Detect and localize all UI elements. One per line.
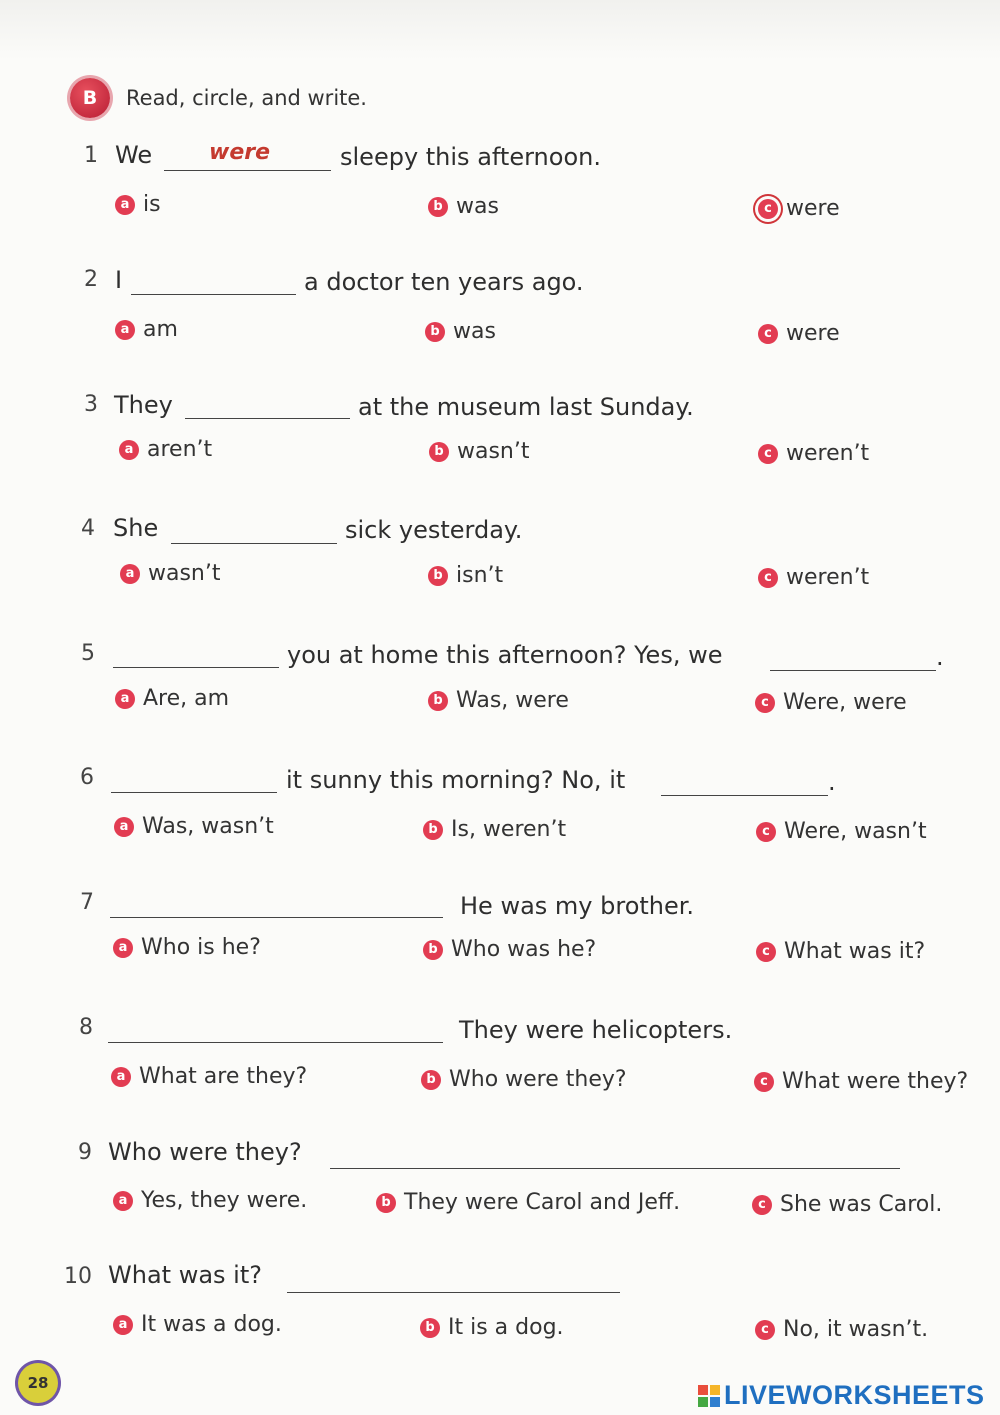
option-text: It was a dog. xyxy=(141,1312,282,1337)
question-stem-start: What was it? xyxy=(108,1261,262,1289)
answer-blank[interactable] xyxy=(111,792,277,793)
option-letter-badge: a xyxy=(119,440,139,460)
question-stem-end: sleepy this afternoon. xyxy=(340,143,601,171)
option-c[interactable] xyxy=(758,321,840,346)
question-number: 4 xyxy=(81,516,95,541)
option-letter-badge: a xyxy=(111,1067,131,1087)
option-letter-badge: b xyxy=(423,940,443,960)
option-a[interactable] xyxy=(111,1064,307,1089)
option-letter-badge: b xyxy=(428,197,448,217)
question-stem-end: a doctor ten years ago. xyxy=(304,268,584,296)
question-stem-end: sick yesterday. xyxy=(345,516,523,544)
option-letter-badge: a xyxy=(114,817,134,837)
question-stem-middle: it sunny this morning? No, it xyxy=(286,766,626,794)
option-letter-badge: a xyxy=(113,938,133,958)
option-text: Yes, they were. xyxy=(141,1188,308,1213)
option-b[interactable] xyxy=(376,1190,680,1215)
option-text: am xyxy=(143,317,178,342)
answer-blank-2[interactable] xyxy=(770,670,936,671)
option-a[interactable] xyxy=(114,814,274,839)
option-text: Who was he? xyxy=(451,937,597,962)
logo-square-icon xyxy=(698,1385,708,1395)
logo-square-icon xyxy=(710,1385,720,1395)
option-text: wasn’t xyxy=(148,561,221,586)
option-a[interactable] xyxy=(119,437,212,462)
option-letter-badge: c xyxy=(756,942,776,962)
option-text: aren’t xyxy=(147,437,213,462)
option-b[interactable] xyxy=(428,563,503,588)
option-letter-badge: a xyxy=(115,195,135,215)
option-b[interactable] xyxy=(428,194,499,219)
answer-blank[interactable] xyxy=(185,418,350,419)
option-c[interactable] xyxy=(752,1192,942,1217)
option-text: Was, wasn’t xyxy=(142,814,274,839)
option-text: Are, am xyxy=(143,686,230,711)
option-a[interactable] xyxy=(115,686,229,711)
option-text: They were Carol and Jeff. xyxy=(404,1190,681,1215)
option-c[interactable] xyxy=(758,441,869,466)
option-text: was xyxy=(456,194,499,219)
option-a[interactable] xyxy=(113,1312,282,1337)
option-letter-badge: c xyxy=(758,568,778,588)
option-a[interactable] xyxy=(115,192,161,217)
question-number: 9 xyxy=(78,1140,92,1165)
option-letter-badge: c xyxy=(756,822,776,842)
question-stem-end: He was my brother. xyxy=(460,892,695,920)
option-text: wasn’t xyxy=(457,439,530,464)
option-c-selected[interactable] xyxy=(758,196,840,221)
option-text: Was, were xyxy=(456,688,569,713)
answer-blank-2[interactable] xyxy=(661,795,828,796)
option-b[interactable] xyxy=(429,439,530,464)
option-c[interactable] xyxy=(756,819,927,844)
option-letter-badge: c xyxy=(758,324,778,344)
question-number: 10 xyxy=(64,1264,92,1289)
filled-answer: were xyxy=(209,140,271,165)
option-text: Who is he? xyxy=(141,935,261,960)
option-c[interactable] xyxy=(756,939,925,964)
liveworksheets-logo xyxy=(698,1380,985,1411)
option-letter-badge: c xyxy=(754,1072,774,1092)
answer-blank[interactable] xyxy=(330,1168,900,1169)
answer-blank[interactable] xyxy=(110,917,443,918)
answer-blank[interactable] xyxy=(287,1292,620,1293)
answer-blank[interactable] xyxy=(164,170,331,171)
option-letter-badge: b xyxy=(428,566,448,586)
option-letter-badge: a xyxy=(120,564,140,584)
option-a[interactable] xyxy=(120,561,221,586)
option-letter-badge: a xyxy=(115,689,135,709)
option-text: What are they? xyxy=(139,1064,308,1089)
section-badge: B xyxy=(70,78,110,118)
option-text: were xyxy=(786,196,840,221)
option-letter-badge: c xyxy=(755,1320,775,1340)
option-letter-badge-circled: c xyxy=(758,199,778,219)
answer-blank[interactable] xyxy=(113,667,279,668)
option-letter-badge: a xyxy=(113,1315,133,1335)
option-letter-badge: c xyxy=(755,693,775,713)
option-b[interactable] xyxy=(420,1315,564,1340)
option-text: It is a dog. xyxy=(448,1315,564,1340)
question-number: 3 xyxy=(84,392,98,417)
option-text: Were, were xyxy=(783,690,907,715)
option-text: were xyxy=(786,321,840,346)
option-b[interactable] xyxy=(428,688,569,713)
question-stem-end: . xyxy=(828,768,836,796)
option-letter-badge: c xyxy=(758,444,778,464)
question-stem-start: I xyxy=(115,266,123,294)
option-text: Who were they? xyxy=(449,1067,627,1092)
option-b[interactable] xyxy=(421,1067,627,1092)
option-letter-badge: b xyxy=(421,1070,441,1090)
question-number: 7 xyxy=(80,890,94,915)
logo-square-icon xyxy=(698,1397,708,1407)
option-c[interactable] xyxy=(755,1317,928,1342)
section-header xyxy=(70,78,367,118)
option-a[interactable] xyxy=(113,935,261,960)
option-letter-badge: a xyxy=(115,320,135,340)
option-c[interactable] xyxy=(754,1069,968,1094)
question-stem-middle: you at home this afternoon? Yes, we xyxy=(287,641,723,669)
question-stem-end: They were helicopters. xyxy=(459,1016,733,1044)
question-stem-end: . xyxy=(936,643,944,671)
question-number: 8 xyxy=(79,1015,93,1040)
option-a[interactable] xyxy=(115,317,178,342)
question-stem-start: They xyxy=(114,391,173,419)
option-b[interactable] xyxy=(423,817,566,842)
option-letter-badge: b xyxy=(425,322,445,342)
question-number: 6 xyxy=(80,765,94,790)
option-letter-badge: b xyxy=(429,442,449,462)
option-letter-badge: b xyxy=(423,820,443,840)
option-text: isn’t xyxy=(456,563,504,588)
option-text: What was it? xyxy=(784,939,926,964)
option-text: Is, weren’t xyxy=(451,817,567,842)
logo-text: LIVEWORKSHEETS xyxy=(724,1380,985,1410)
option-text: weren’t xyxy=(786,565,870,590)
answer-blank[interactable] xyxy=(108,1042,443,1043)
page-number: 28 xyxy=(18,1363,58,1403)
option-text: She was Carol. xyxy=(780,1192,943,1217)
scan-edge-shade xyxy=(0,0,1000,60)
answer-blank[interactable] xyxy=(171,543,337,544)
logo-square-icon xyxy=(710,1397,720,1407)
question-number: 5 xyxy=(81,641,95,666)
option-text: weren’t xyxy=(786,441,870,466)
question-number: 1 xyxy=(84,143,98,168)
option-c[interactable] xyxy=(758,565,869,590)
instruction-text: Read, circle, and write. xyxy=(126,86,367,110)
option-letter-badge: c xyxy=(752,1195,772,1215)
option-text: What were they? xyxy=(782,1069,969,1094)
option-letter-badge: b xyxy=(428,691,448,711)
logo-grid-icon xyxy=(698,1385,720,1407)
question-stem-start: She xyxy=(113,514,159,542)
question-stem-end: at the museum last Sunday. xyxy=(358,393,694,421)
option-letter-badge: a xyxy=(113,1191,133,1211)
question-number: 2 xyxy=(84,267,98,292)
answer-blank[interactable] xyxy=(131,294,296,295)
option-text: was xyxy=(453,319,496,344)
option-text: is xyxy=(143,192,161,217)
option-letter-badge: b xyxy=(420,1318,440,1338)
question-stem-start: We xyxy=(115,141,153,169)
option-a[interactable] xyxy=(113,1188,307,1213)
option-b[interactable] xyxy=(423,937,596,962)
question-stem-start: Who were they? xyxy=(108,1138,302,1166)
option-letter-badge: b xyxy=(376,1193,396,1213)
option-text: No, it wasn’t. xyxy=(783,1317,929,1342)
option-c[interactable] xyxy=(755,690,907,715)
option-text: Were, wasn’t xyxy=(784,819,927,844)
option-b[interactable] xyxy=(425,319,496,344)
